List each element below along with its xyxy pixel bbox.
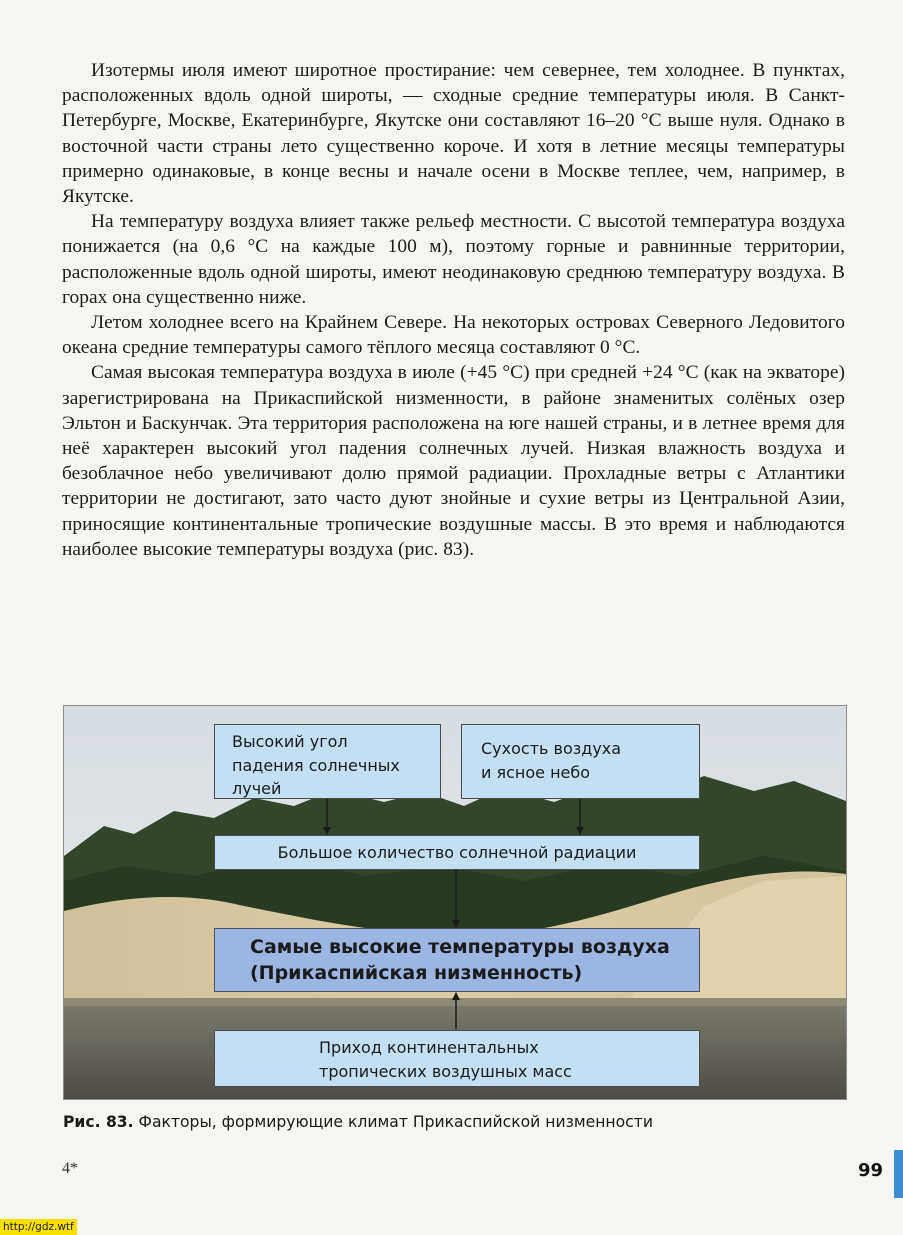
printer-signature: 4* (62, 1160, 78, 1177)
factor-label: Большое количество солнечной радиации (277, 843, 637, 862)
result-label: Самые высокие температуры воздуха (Прикаспийская низменность) (250, 936, 670, 984)
paragraph-july-isotherms: Изотермы июля имеют широтное простирание: чем севернее, тем холоднее. В пунктах, расположенных вдоль одной широты, — сходные средние температуры июля. В Санкт-Петербурге, Москве, Екатеринбурге, Якутске они составляют 16–20 °С выше нуля. Однако в восточной части страны лето существенно короче. И хотя в летние месяцы температуры примерно одинаковые, в конце весны и начале осени в Москве теплее, чем, например, в Якутске. (62, 60, 845, 208)
watermark-link[interactable]: http://gdz.wtf (0, 1219, 77, 1235)
body-text (62, 58, 845, 562)
factor-box-sun-angle (214, 724, 441, 799)
paragraph-relief: На температуру воздуха влияет также рельеф местности. С высотой температура воздуха понижается (на 0,6 °С на каждые 100 м), поэтому горные и равнинные территории, расположенные вдоль одной широты, имеют неодинаковую среднюю температуру воздуха. В горах она существенно ниже. (62, 211, 845, 308)
factor-label: Сухость воздуха и ясное небо (481, 739, 622, 782)
page-number: 99 (858, 1160, 884, 1181)
factor-box-radiation (214, 835, 700, 870)
caption-text: Факторы, формирующие климат Прикаспийской низменности (133, 1113, 653, 1131)
figure-83 (63, 705, 847, 1100)
result-box-highest-temperature (214, 928, 700, 992)
figure-caption (63, 1113, 863, 1131)
caption-label: Рис. 83. (63, 1113, 134, 1131)
factor-label: Приход континентальных тропических воздушных масс (319, 1038, 572, 1081)
factor-box-dry-air (461, 724, 700, 799)
factor-box-air-masses (214, 1030, 700, 1087)
factor-label: Высокий угол падения солнечных лучей (232, 732, 400, 798)
page-edge-tab (894, 1150, 903, 1198)
paragraph-far-north: Летом холоднее всего на Крайнем Севере. На некоторых островах Северного Ледовитого океана средние температуры самого тёплого месяца составляют 0 °С. (62, 312, 845, 359)
paragraph-caspian-lowland: Самая высокая температура воздуха в июле (+45 °С) при средней +24 °С (как на экваторе) зарегистрирована на Прикаспийской низменности, в районе знаменитых солёных озер Эльтон и Баскунчак. Эта территория расположена на юге нашей страны, и в летнее время для неё характерен высокий угол падения солнечных лучей. Низкая влажность воздуха и безоблачное небо увеличивают долю прямой радиации. Прохладные ветры с Атлантики территории не достигают, зато часто дуют знойные и сухие ветры из Центральной Азии, приносящие континентальные тропические воздушные массы. В это время и наблюдаются наиболее высокие температуры воздуха (рис. 83). (62, 362, 845, 560)
